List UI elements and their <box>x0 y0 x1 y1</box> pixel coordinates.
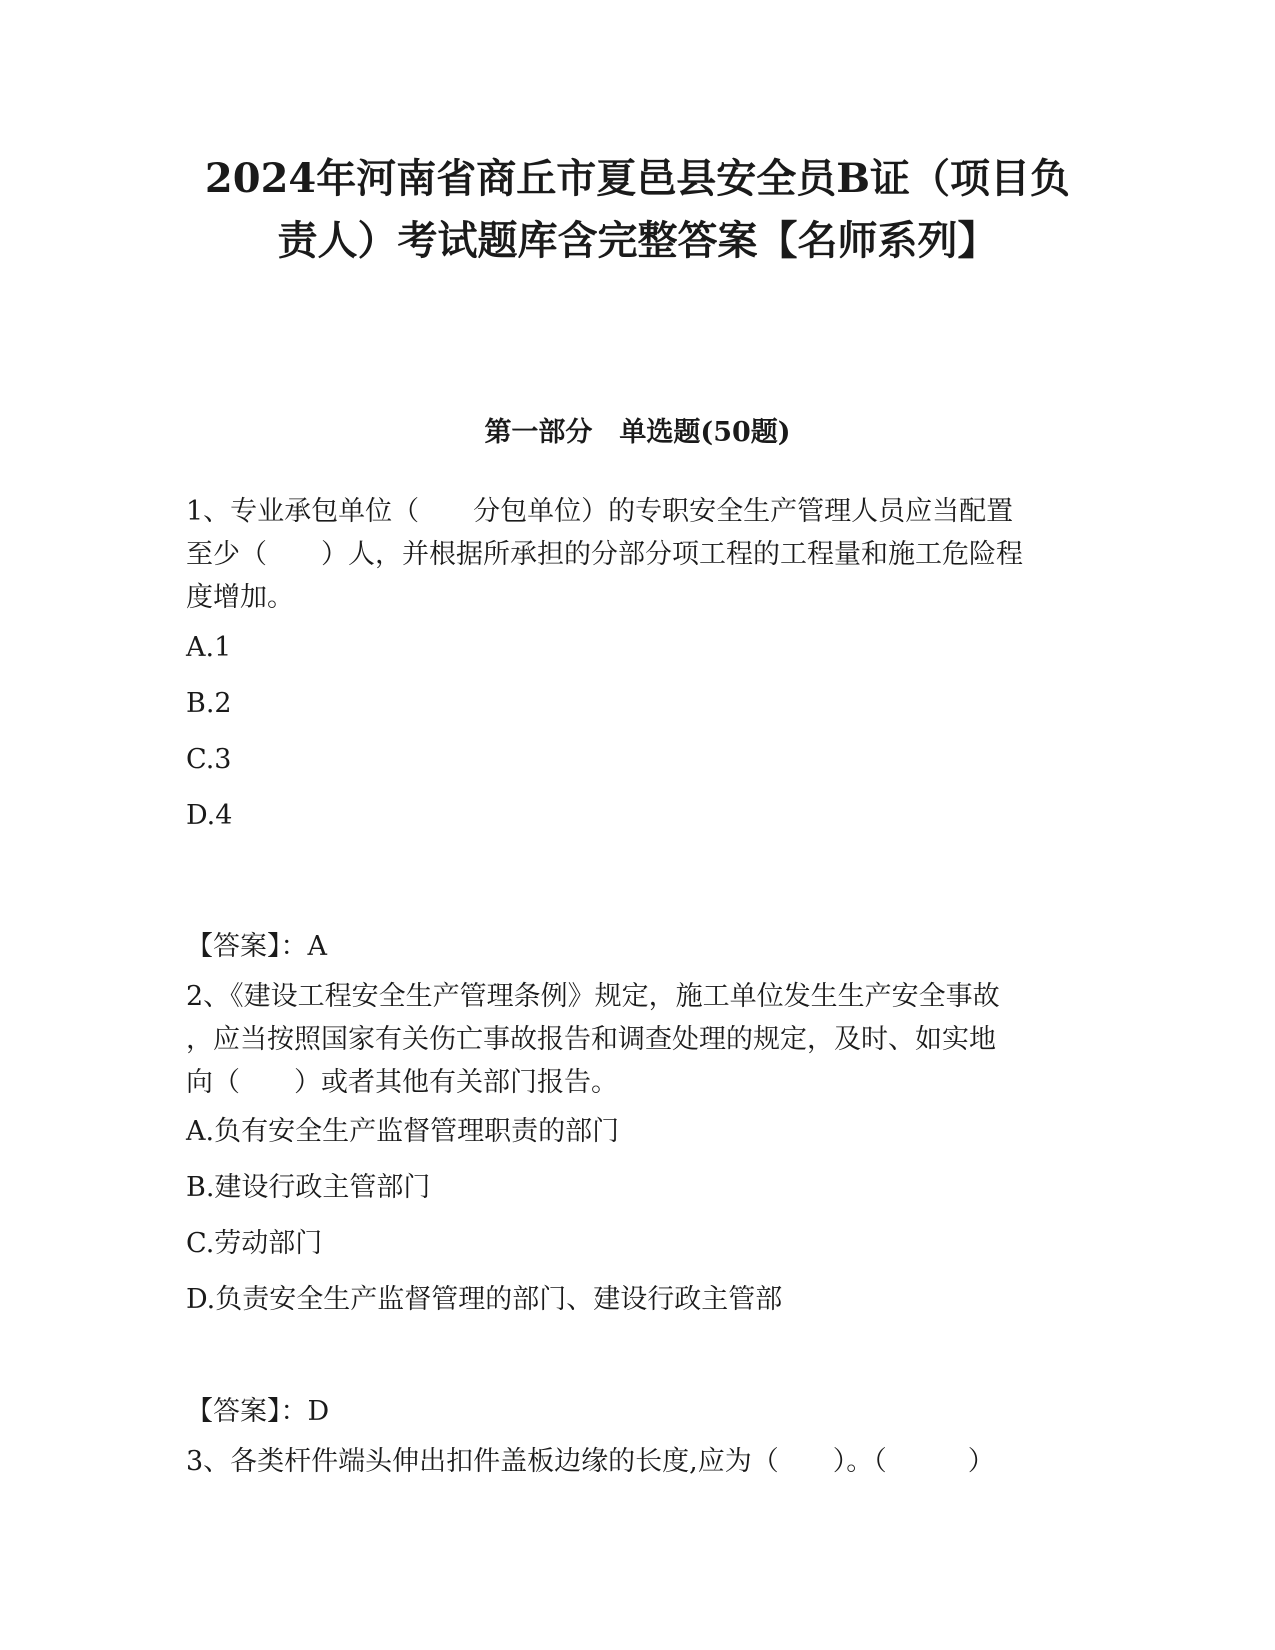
section-heading: 第一部分 单选题(50题) <box>484 417 791 448</box>
question-2-option-a: A.负有安全生产监督管理职责的部门 <box>186 1116 620 1147</box>
question-1-answer: 【答案】：A <box>186 931 327 962</box>
question-2-answer: 【答案】：D <box>186 1396 330 1427</box>
question-2-option-b: B.建设行政主管部门 <box>186 1172 431 1203</box>
question-2 <box>186 975 1086 1104</box>
question-1 <box>186 490 1086 619</box>
question-2-option-d: D.负责安全生产监督管理的部门、建设行政主管部 <box>186 1284 783 1315</box>
question-2-option-c: C.劳动部门 <box>186 1228 323 1259</box>
question-1-answer-block <box>186 925 1086 968</box>
question-2-answer-block <box>186 1390 1086 1433</box>
question-2-line-2: ，应当按照国家有关伤亡事故报告和调查处理的规定，及时、如实地 <box>186 1024 996 1055</box>
question-1-line-1: 1、专业承包单位（ 分包单位）的专职安全生产管理人员应当配置 <box>186 496 1014 527</box>
question-1-option-b: B.2 <box>186 688 232 719</box>
question-1-line-3: 度增加。 <box>186 582 294 613</box>
question-1-option-a: A.1 <box>186 632 232 663</box>
question-1-option-d: D.4 <box>186 800 233 831</box>
document-title <box>170 148 1105 272</box>
title-line-2: 责人）考试题库含完整答案【名师系列】 <box>277 217 998 264</box>
title-line-1: 2024年河南省商丘市夏邑县安全员B证（项目负 <box>204 155 1071 202</box>
question-2-line-1: 2、《建设工程安全生产管理条例》规定，施工单位发生生产安全事故 <box>186 981 1000 1012</box>
question-3 <box>186 1440 1086 1483</box>
question-3-line-1: 3、各类杆件端头伸出扣件盖板边缘的长度,应为（ ）。（ ） <box>186 1446 995 1477</box>
question-2-options <box>186 1104 1086 1328</box>
question-1-line-2: 至少（ ）人，并根据所承担的分部分项工程的工程量和施工危险程 <box>186 539 1023 570</box>
question-1-options <box>186 620 1086 844</box>
question-2-line-3: 向（ ）或者其他有关部门报告。 <box>186 1067 618 1098</box>
question-1-option-c: C.3 <box>186 744 232 775</box>
